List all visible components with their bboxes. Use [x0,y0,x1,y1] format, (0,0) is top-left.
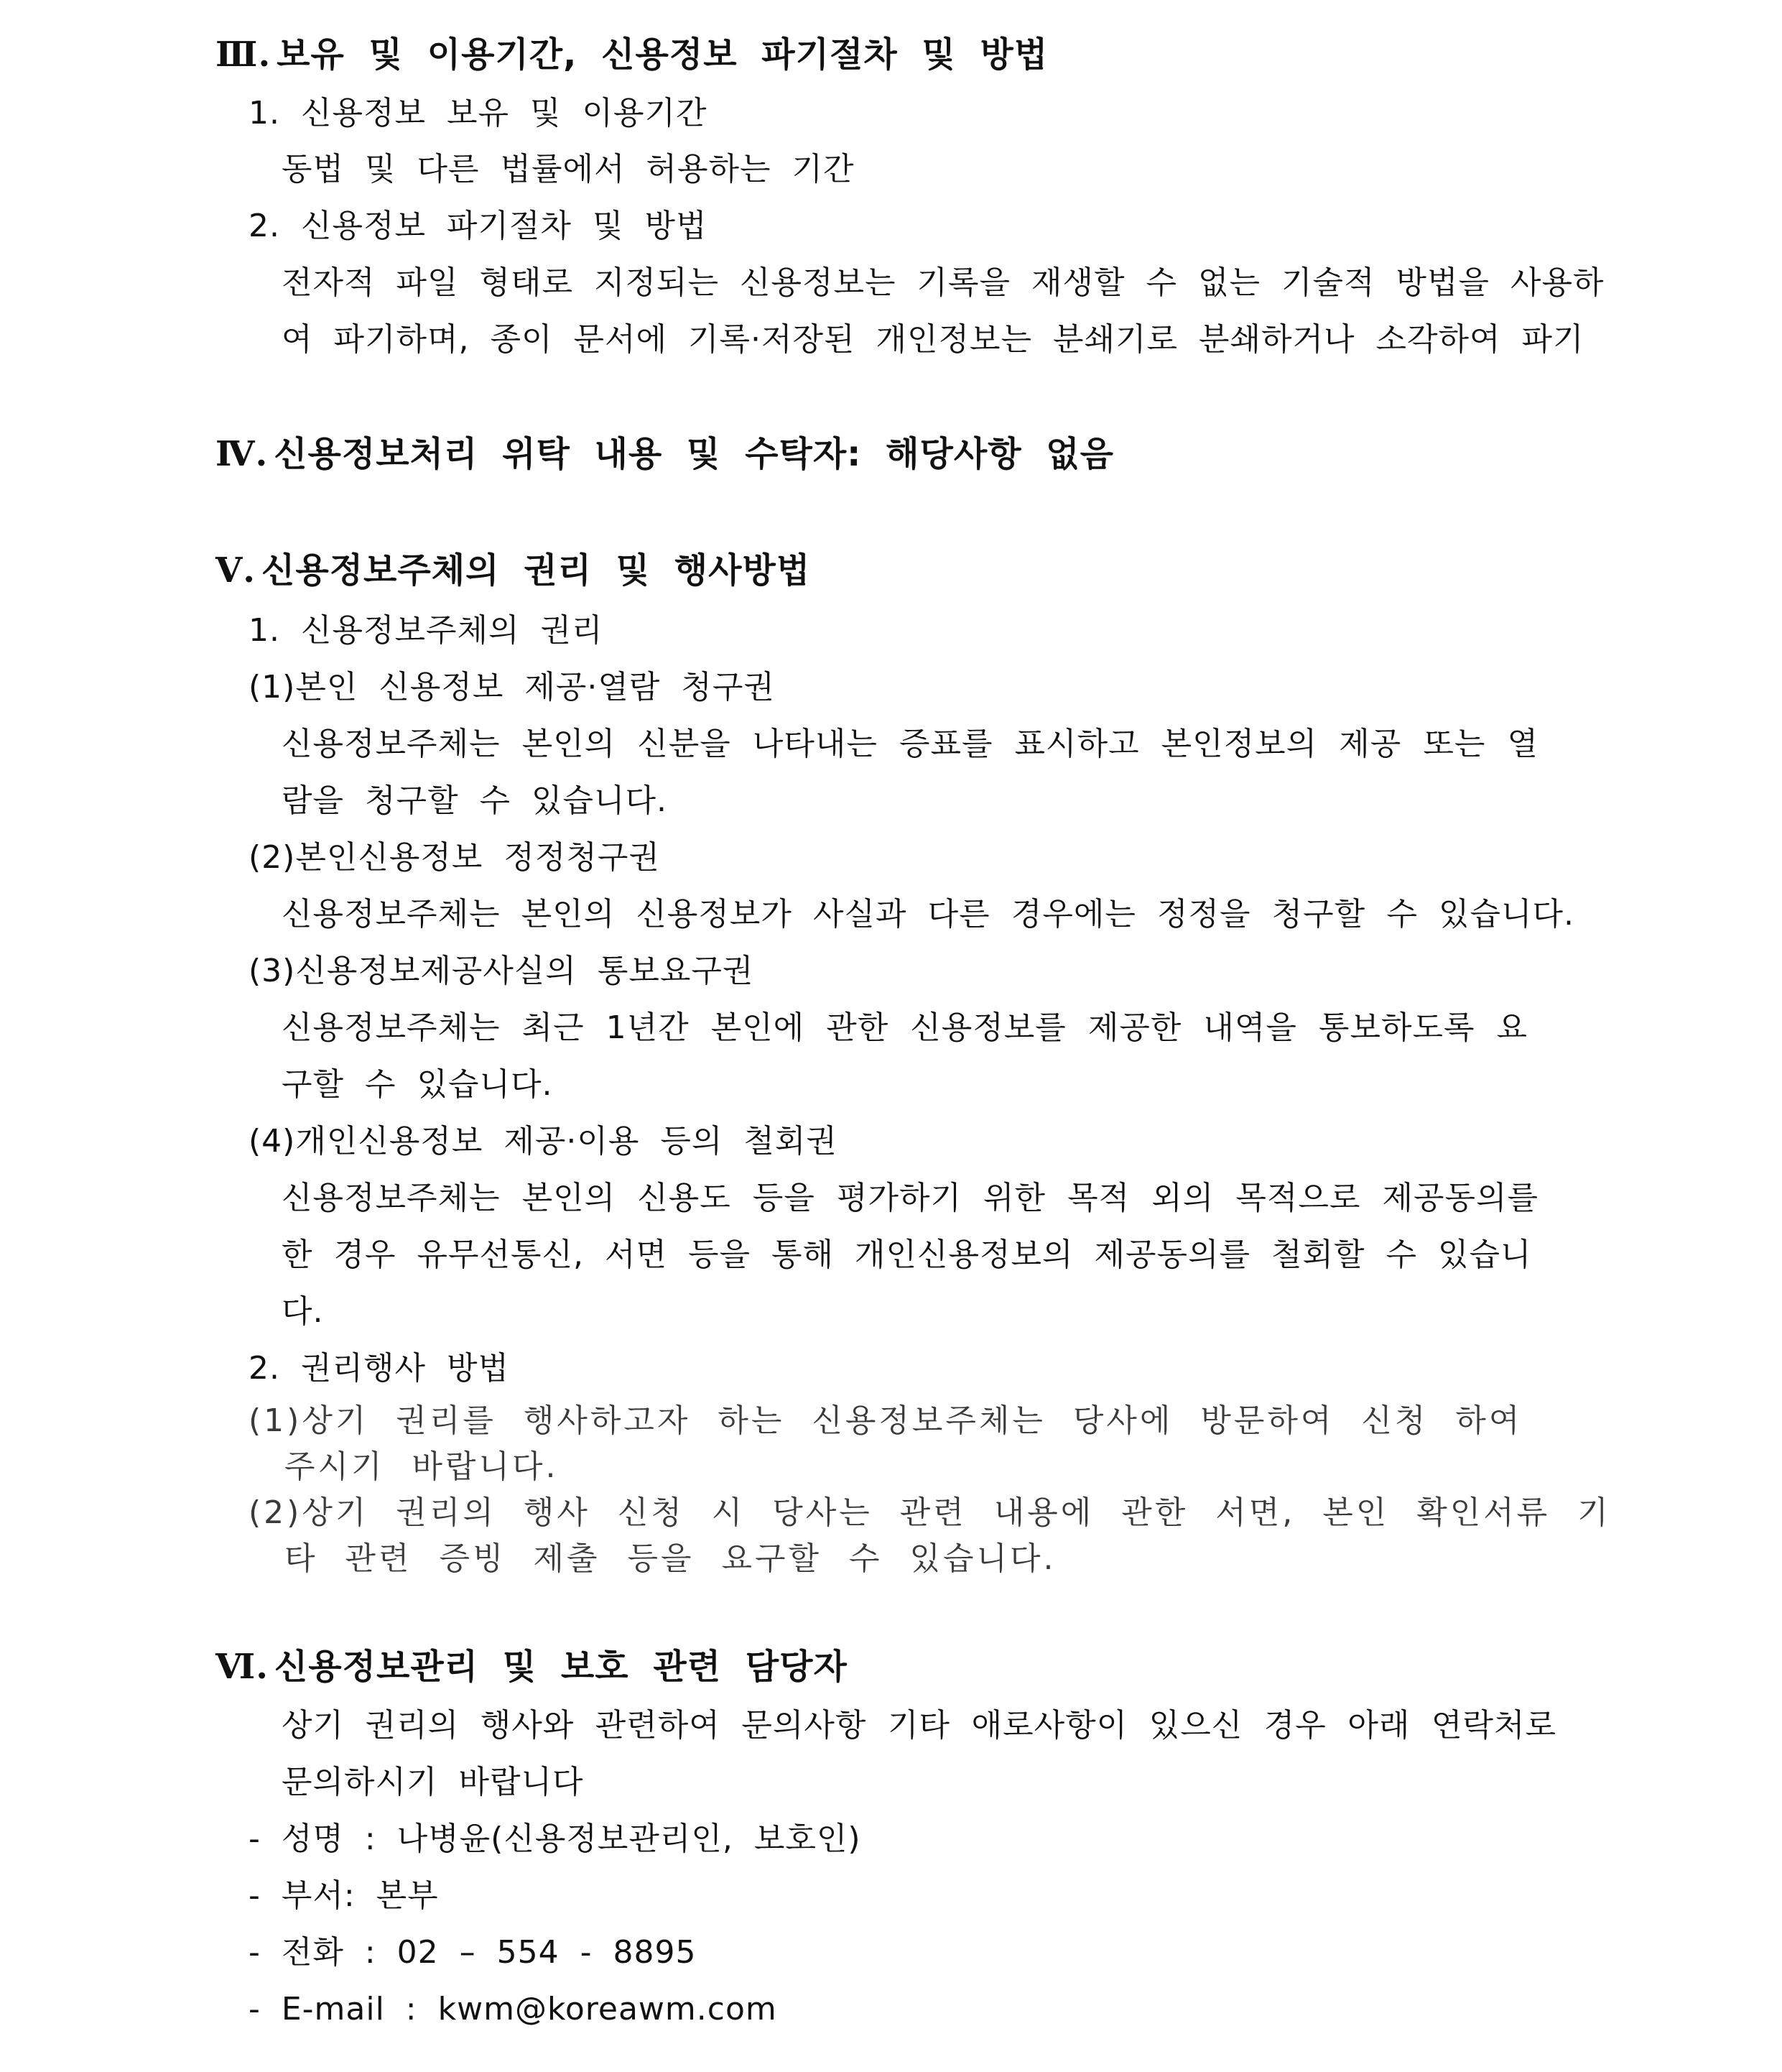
s6-contact-email[interactable]: - E-mail : kwm@koreawm.com [249,1991,777,2027]
s5-method2-line1: (2)상기 권리의 행사 신청 시 당사는 관련 내용에 관한 서면, 본인 확인서류 기 [249,1494,1611,1531]
s6-contact-phone: - 전화 : 02 – 554 - 8895 [249,1934,697,1971]
s5-method1-line2: 주시기 바랍니다. [284,1448,559,1485]
s5-right3-title: (3)신용정보제공사실의 통보요구권 [249,953,754,989]
s5-right1-line2: 람을 청구할 수 있습니다. [282,782,667,819]
s5-method1-line1: (1)상기 권리를 행사하고자 하는 신용정보주체는 당사에 방문하여 신청 하여 [249,1402,1523,1439]
section-6-numeral: Ⅵ. [215,1647,269,1687]
s6-intro-line2: 문의하시기 바랍니다 [282,1764,584,1800]
s6-contact-name: - 성명 : 나병윤(신용정보관리인, 보호인) [249,1821,861,1857]
section-3-heading [215,33,1048,76]
s5-method2-line2: 타 관련 증빙 제출 등을 요구할 수 있습니다. [284,1540,1057,1577]
s3-item1-body: 동법 및 다른 법률에서 허용하는 기간 [282,151,855,188]
section-6-title: 신용정보관리 및 보호 관련 담당자 [274,1647,848,1687]
section-3-title: 보유 및 이용기간, 신용정보 파기절차 및 방법 [277,34,1049,75]
s5-right4-title: (4)개인신용정보 제공·이용 등의 철회권 [249,1123,837,1160]
s3-item2-title: 2. 신용정보 파기절차 및 방법 [249,208,707,244]
section-6-heading [215,1645,848,1688]
s3-item2-body-line2: 여 파기하며, 종이 문서에 기록·저장된 개인정보는 분쇄기로 분쇄하거나 소각하여 파기 [282,321,1584,358]
s6-intro-line1: 상기 권리의 행사와 관련하여 문의사항 기타 애로사항이 있으신 경우 아래 연락처로 [282,1707,1556,1744]
s5-right1-line1: 신용정보주체는 본인의 신분을 나타내는 증표를 표시하고 본인정보의 제공 또는 열 [282,726,1539,762]
s5-right3-line2: 구할 수 있습니다. [282,1066,553,1103]
section-5-numeral: Ⅴ. [215,550,256,591]
s5-right4-line3: 다. [282,1293,324,1330]
section-4-title: 신용정보처리 위탁 내용 및 수탁자: 해당사항 없음 [274,434,1115,474]
section-5-title: 신용정보주체의 권리 및 행사방법 [261,550,811,591]
section-3-numeral: Ⅲ. [215,34,272,75]
s5-rights-title: 1. 신용정보주체의 권리 [249,612,603,649]
s5-right3-line1: 신용정보주체는 최근 1년간 본인에 관한 신용정보를 제공한 내역을 통보하도록 요 [282,1009,1528,1046]
s5-right1-title: (1)본인 신용정보 제공·열람 청구권 [249,669,775,706]
s6-contact-dept: - 부서: 본부 [249,1877,439,1914]
section-5-heading [215,549,810,592]
s3-item2-body-line1: 전자적 파일 형태로 지정되는 신용정보는 기록을 재생할 수 없는 기술적 방법을 사용하 [282,264,1605,301]
s3-item1-title: 1. 신용정보 보유 및 이용기간 [249,95,707,131]
s5-methods-title: 2. 권리행사 방법 [249,1350,509,1387]
section-4-heading [215,433,1114,476]
s5-right2-line1: 신용정보주체는 본인의 신용정보가 사실과 다른 경우에는 정정을 청구할 수 있습니다. [282,896,1574,933]
section-4-numeral: Ⅳ. [215,434,269,474]
s5-right2-title: (2)본인신용정보 정정청구권 [249,839,660,876]
s5-right4-line2: 한 경우 유무선통신, 서면 등을 통해 개인신용정보의 제공동의를 철회할 수 있습니 [282,1236,1532,1273]
s5-right4-line1: 신용정보주체는 본인의 신용도 등을 평가하기 위한 목적 외의 목적으로 제공동의를 [282,1180,1539,1216]
